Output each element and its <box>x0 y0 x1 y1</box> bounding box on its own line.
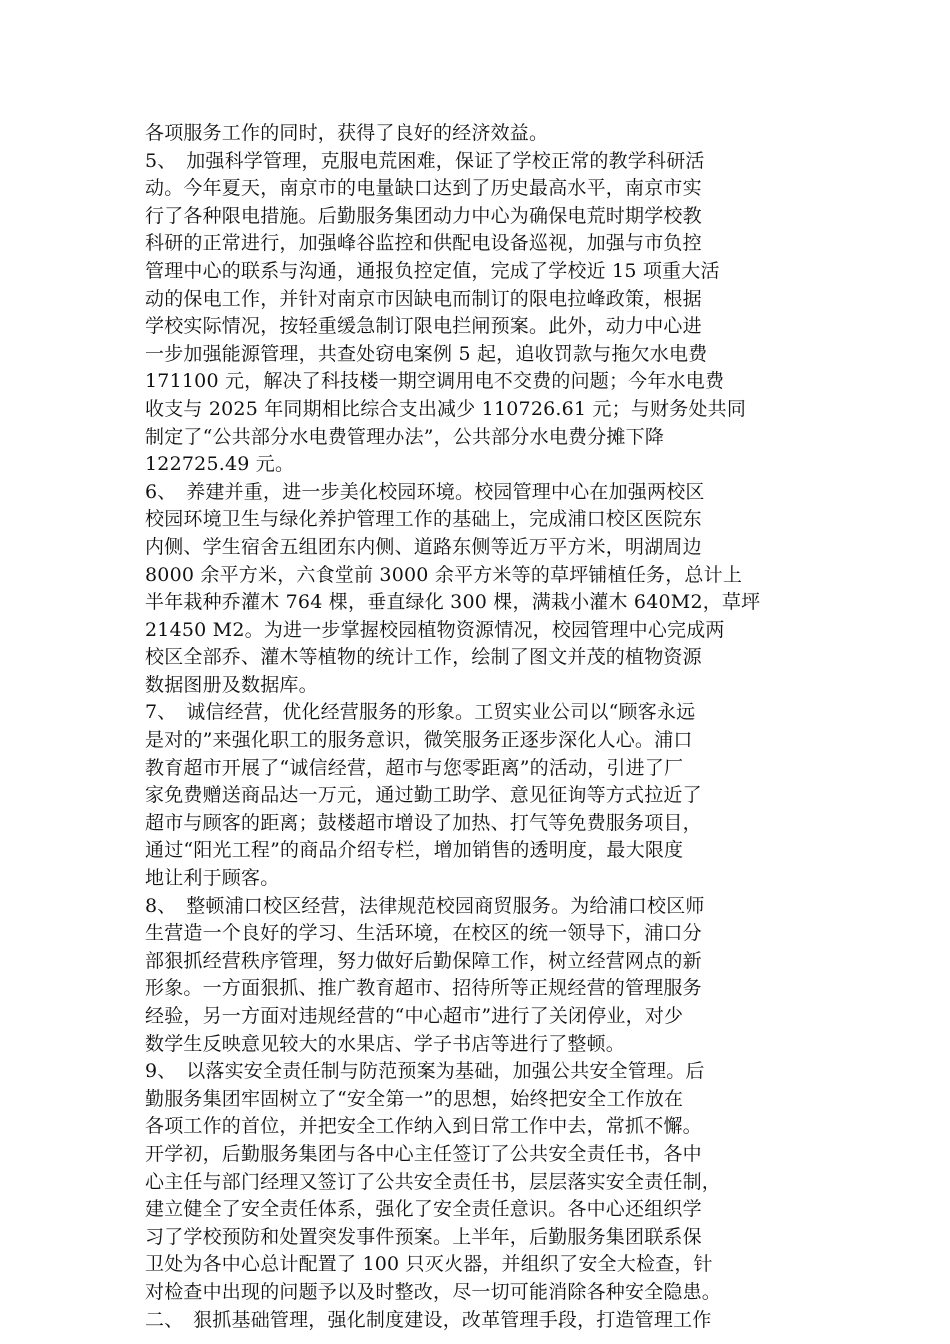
text-line: 21450 M2。为进一步掌握校园植物资源情况，校园管理中心完成两 <box>145 618 725 641</box>
text-line: 171100 元，解决了科技楼一期空调用电不交费的问题；今年水电费 <box>145 370 725 393</box>
text-line: 8、 整顿浦口校区经营，法律规范校园商贸服务。为给浦口校区师 <box>145 894 705 917</box>
text-line: 动。今年夏天，南京市的电量缺口达到了历史最高水平，南京市实 <box>145 177 702 200</box>
text-line: 数学生反映意见较大的水果店、学子书店等进行了整顿。 <box>145 1032 626 1055</box>
text-line: 一步加强能源管理，共查处窃电案例 5 起，追收罚款与拖欠水电费 <box>145 342 708 365</box>
text-line: 制定了“公共部分水电费管理办法”，公共部分水电费分摊下降 <box>145 425 665 448</box>
text-line: 家免费赠送商品达一万元，通过勤工助学、意见征询等方式拉近了 <box>145 784 702 807</box>
text-line: 数据图册及数据库。 <box>145 673 318 696</box>
text-line: 教育超市开展了“诚信经营，超市与您零距离”的活动，引进了厂 <box>145 756 684 779</box>
text-line: 8000 余平方米，六食堂前 3000 余平方米等的草坪铺植任务，总计上 <box>145 563 743 586</box>
text-line: 各项工作的首位，并把安全工作纳入到日常工作中去，常抓不懈。 <box>145 1115 702 1138</box>
text-line: 卫处为各中心总计配置了 100 只灭火器，并组织了安全大检查，针 <box>145 1253 713 1276</box>
text-line: 动的保电工作，并针对南京市因缺电而制订的限电拉峰政策，根据 <box>145 287 702 310</box>
text-line: 生营造一个良好的学习、生活环境，在校区的统一领导下，浦口分 <box>145 922 702 945</box>
text-line: 是对的”来强化职工的服务意识，微笑服务正逐步深化人心。浦口 <box>145 729 693 752</box>
text-line: 二、 狠抓基础管理，强化制度建设，改革管理手段，打造管理工作 <box>145 1308 712 1331</box>
text-line: 7、 诚信经营，优化经营服务的形象。工贸实业公司以“顾客永远 <box>145 701 696 724</box>
text-line: 122725.49 元。 <box>145 453 295 476</box>
text-line: 开学初，后勤服务集团与各中心主任签订了公共安全责任书，各中 <box>145 1142 702 1165</box>
text-line: 管理中心的联系与沟通，通报负控定值，完成了学校近 15 项重大活 <box>145 259 720 282</box>
text-line: 对检查中出现的问题予以及时整改，尽一切可能消除各种安全隐患。 <box>145 1280 722 1303</box>
text-line: 各项服务工作的同时，获得了良好的经济效益。 <box>145 122 549 144</box>
text-line: 建立健全了安全责任体系，强化了安全责任意识。各中心还组织学 <box>145 1198 702 1221</box>
text-line: 通过“阳光工程”的商品介绍专栏，增加销售的透明度，最大限度 <box>145 839 684 862</box>
text-line: 内侧、学生宿舍五组团东内侧、道路东侧等近万平方米，明湖周边 <box>145 535 702 558</box>
text-line: 部狠抓经营秩序管理，努力做好后勤保障工作，树立经营网点的新 <box>145 949 702 972</box>
text-line: 习了学校预防和处置突发事件预案。上半年，后勤服务集团联系保 <box>145 1225 702 1248</box>
text-line: 勤服务集团牢固树立了“安全第一”的思想，始终把安全工作放在 <box>145 1087 684 1110</box>
text-line: 半年栽种乔灌木 764 棵，垂直绿化 300 棵，满栽小灌木 640M2，草坪 <box>145 591 761 614</box>
text-line: 校园环境卫生与绿化养护管理工作的基础上，完成浦口校区医院东 <box>145 508 702 531</box>
text-line: 科研的正常进行，加强峰谷监控和供配电设备巡视，加强与市负控 <box>145 232 702 255</box>
text-line: 形象。一方面狠抓、推广教育超市、招待所等正规经营的管理服务 <box>145 977 702 1000</box>
text-line: 学校实际情况，按轻重缓急制订限电拦闸预案。此外，动力中心进 <box>145 315 702 338</box>
text-line: 9、 以落实安全责任制与防范预案为基础，加强公共安全管理。后 <box>145 1060 705 1083</box>
text-line: 经验，另一方面对违规经营的“中心超市”进行了关闭停业，对少 <box>145 1005 684 1027</box>
text-line: 心主任与部门经理又签订了公共安全责任书，层层落实安全责任制， <box>145 1170 722 1193</box>
text-line: 6、 养建并重，进一步美化校园环境。校园管理中心在加强两校区 <box>145 480 705 503</box>
text-line: 5、 加强科学管理，克服电荒困难，保证了学校正常的教学科研活 <box>145 149 705 172</box>
text-line: 超市与顾客的距离；鼓楼超市增设了加热、打气等免费服务项目， <box>145 811 702 834</box>
text-line: 行了各种限电措施。后勤服务集团动力中心为确保电荒时期学校教 <box>145 204 702 227</box>
body-text <box>145 120 810 1334</box>
text-line: 地让利于顾客。 <box>145 867 280 890</box>
text-line: 收支与 2025 年同期相比综合支出减少 110726.61 元；与财务处共同 <box>145 397 747 420</box>
text-line: 校区全部乔、灌木等植物的统计工作，绘制了图文并茂的植物资源 <box>145 646 702 669</box>
